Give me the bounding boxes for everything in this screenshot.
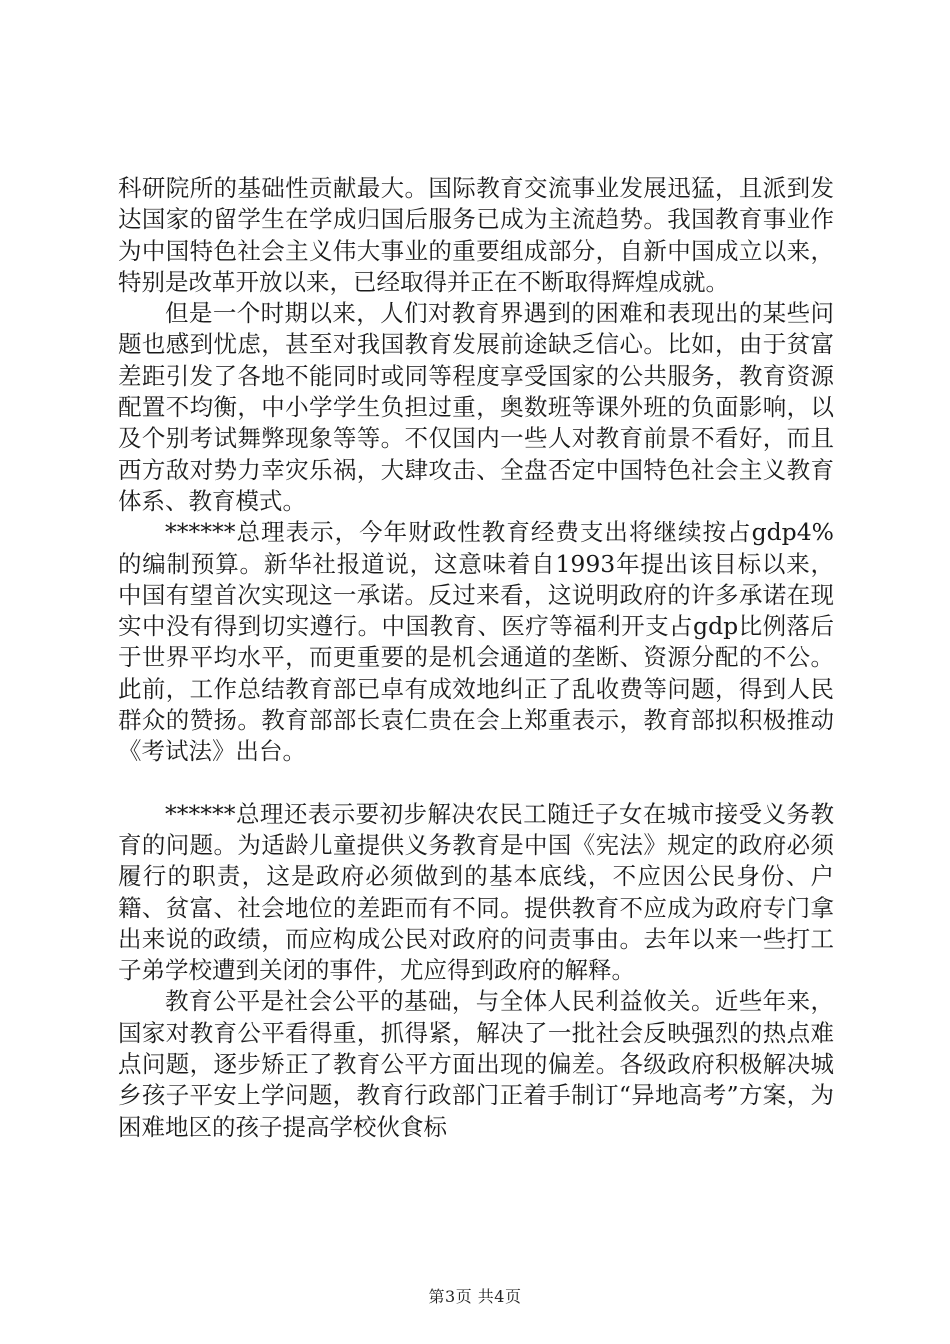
page-number-footer: 第3页 共4页 bbox=[428, 1287, 522, 1306]
document-body bbox=[118, 173, 834, 1143]
paragraph-gap bbox=[118, 768, 834, 799]
paragraph-5: 教育公平是社会公平的基础，与全体人民利益攸关。近些年来，国家对教育公平看得重，抓得紧，解决了一批社会反映强烈的热点难点问题，逐步矫正了教育公平方面出现的偏差。各级政府积极解决城乡孩子平安上学问题，教育行政部门正着手制订“异地高考”方案，为困难地区的孩子提高学校伙食标 bbox=[118, 987, 834, 1141]
paragraph-2: 但是一个时期以来，人们对教育界遇到的困难和表现出的某些问题也感到忧虑，甚至对我国教育发展前途缺乏信心。比如，由于贫富差距引发了各地不能同时或同等程度享受国家的公共服务，教育资源配置不均衡，中小学学生负担过重，奥数班等课外班的负面影响，以及个别考试舞弊现象等等。不仅国内一些人对教育前景不看好，而且西方敌对势力幸灾乐祸，大肆攻击、全盘否定中国特色社会主义教育体系、教育模式。 bbox=[118, 299, 834, 515]
paragraph-4: ******总理还表示要初步解决农民工随迁子女在城市接受义务教育的问题。为适龄儿童提供义务教育是中国《宪法》规定的政府必须履行的职责，这是政府必须做到的基本底线，不应因公民身份、户籍、贫富、社会地位的差距而有不同。提供教育不应成为政府专门拿出来说的政绩，而应构成公民对政府的问责事由。去年以来一些打工子弟学校遭到关闭的事件，尤应得到政府的解释。 bbox=[118, 799, 834, 985]
paragraph-3: ******总理表示，今年财政性教育经费支出将继续按占gdp4%的编制预算。新华社报道说，这意味着自1993年提出该目标以来，中国有望首次实现这一承诺。反过来看，这说明政府的许多承诺在现实中没有得到切实遵行。中国教育、医疗等福利开支占gdp比例落后于世界平均水平，而更重要的是机会通道的垄断、资源分配的不公。此前，工作总结教育部已卓有成效地纠正了乱收费等问题，得到人民群众的赞扬。教育部部长袁仁贵在会上郑重表示，教育部拟积极推动《考试法》出台。 bbox=[118, 518, 834, 766]
paragraph-1: 科研院所的基础性贡献最大。国际教育交流事业发展迅猛，且派到发达国家的留学生在学成归国后服务已成为主流趋势。我国教育事业作为中国特色社会主义伟大事业的重要组成部分，自新中国成立以来，特别是改革开放以来，已经取得并正在不断取得辉煌成就。 bbox=[118, 174, 834, 296]
